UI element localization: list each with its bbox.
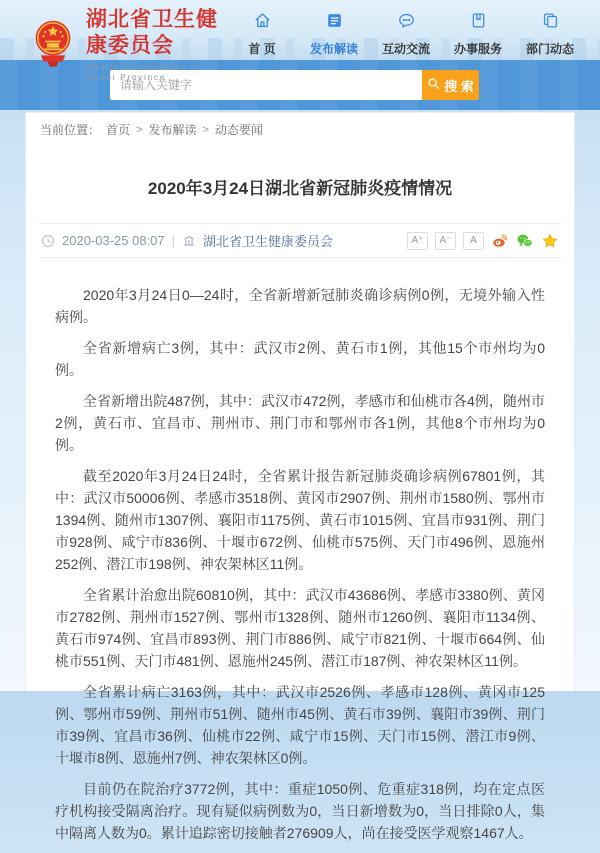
copy-icon (541, 11, 560, 35)
article-meta-left (41, 231, 333, 250)
main-nav (234, 7, 578, 57)
breadcrumb-item-news[interactable]: 动态要闻 (214, 123, 263, 137)
home-icon (253, 11, 272, 35)
nav-label: 发布解读 (309, 42, 358, 56)
site-title: 湖北省卫生健康委员会 (86, 8, 218, 57)
meta-separator: | (171, 233, 176, 248)
wechat-icon[interactable] (516, 232, 534, 250)
breadcrumb (26, 113, 574, 144)
article-title-wrap (26, 144, 574, 223)
article-meta-tools (407, 232, 559, 250)
article-body (26, 258, 574, 853)
search-button[interactable] (422, 70, 479, 100)
font-size-reset-button[interactable]: A (463, 232, 484, 250)
nav-label: 首 页 (248, 42, 276, 56)
site-header (0, 0, 600, 82)
article-paragraph: 全省新增出院487例，其中：武汉市472例，孝感市和仙桃市各4例，随州市2例，黄石市、宜昌市、荆州市、荆门市和鄂州市各1例，其他8个市州均为0例。 (55, 393, 545, 453)
national-emblem-logo (30, 19, 76, 71)
article-paragraph: 截至2020年3月24日24时，全省累计报告新冠肺炎确诊病例67801例，其中：武汉市50006例、孝感市3518例、黄冈市2907例、荆州市1580例、鄂州市1394例、随州市1307例、襄阳市1175例、黄石市1015例、宜昌市931例、荆门市928例、咸宁市836例、十堰市672例、仙桃市575例、天门市496例、恩施州252例、潜江市198例、神农架林区11例。 (55, 468, 545, 572)
nav-label: 办事服务 (453, 42, 502, 56)
publish-date: 2020-03-25 08:07 (62, 233, 165, 248)
breadcrumb-separator: > (136, 123, 143, 136)
breadcrumb-item-publish-interpret[interactable]: 发布解读 (148, 123, 197, 137)
article-paragraph: 全省累计病亡3163例，其中：武汉市2526例、孝感市128例、黄冈市125例、鄂州市59例、荆州市51例、随州市45例、黄石市39例、襄阳市39例、荆门市39例、宜昌市36例、仙桃市22例、咸宁市15例、天门市15例、潜江市9例、十堰市8例、恩施州7例、神农架林区0例。 (55, 684, 545, 766)
article-source[interactable]: 湖北省卫生健康委员会 (203, 234, 334, 249)
site-title-block (86, 7, 234, 82)
nav-item-department-news[interactable] (522, 11, 578, 57)
site-subtitle: Health Commission of Hubei Province (86, 62, 202, 82)
bookmark-icon (469, 11, 488, 35)
breadcrumb-item-home[interactable]: 首页 (106, 123, 131, 137)
article-paragraph: 全省累计治愈出院60810例，其中：武汉市43686例、孝感市3380例、黄冈市2782例、荆州市1527例、鄂州市1328例、随州市1260例、襄阳市1134例、黄石市974例、宜昌市893例、荆门市886例、咸宁市821例、十堰市664例、仙桃市551例、天门市481例、恩施州245例、潜江市187例、神农架林区11例。 (55, 587, 545, 669)
clock-icon (41, 234, 55, 248)
article-paragraph: 全省新增病亡3例，其中：武汉市2例、黄石市1例，其他15个市州均为0例。 (55, 340, 545, 378)
breadcrumb-prefix: 当前位置： (40, 123, 101, 137)
article-paragraph: 2020年3月24日0—24时，全省新增新冠肺炎确诊病例0例，无境外输入性病例。 (55, 287, 545, 325)
font-size-decrease-button[interactable]: A⁻ (435, 232, 456, 250)
weibo-icon[interactable] (491, 232, 509, 250)
chat-icon (397, 11, 416, 35)
search-icon (427, 77, 440, 93)
search-button-label: 搜 索 (444, 78, 474, 94)
nav-label: 部门动态 (525, 42, 574, 56)
document-icon (325, 11, 344, 35)
page-title: 2020年3月24日湖北省新冠肺炎疫情情况 (147, 179, 453, 198)
nav-item-publish-interpret[interactable] (306, 11, 362, 57)
nav-item-home[interactable] (234, 11, 290, 57)
article-paragraph: 目前仍在院治疗3772例，其中：重症1050例、危重症318例，均在定点医疗机构接受隔离治疗。现有疑似病例数为0，当日新增数为0，当日排除0人，集中隔离人数为0。累计追踪密切接触者276909人，尚在接受医学观察1467人。 (55, 781, 545, 841)
content-card (25, 112, 575, 841)
breadcrumb-separator: > (202, 123, 209, 136)
font-size-increase-button[interactable]: A⁺ (407, 232, 428, 250)
favorite-star-icon[interactable] (541, 232, 559, 250)
nav-item-services[interactable] (450, 11, 506, 57)
nav-item-interaction[interactable] (378, 11, 434, 57)
source-icon (182, 234, 196, 248)
site-brand (30, 7, 234, 82)
nav-label: 互动交流 (381, 42, 430, 56)
article-meta-row (39, 223, 561, 258)
